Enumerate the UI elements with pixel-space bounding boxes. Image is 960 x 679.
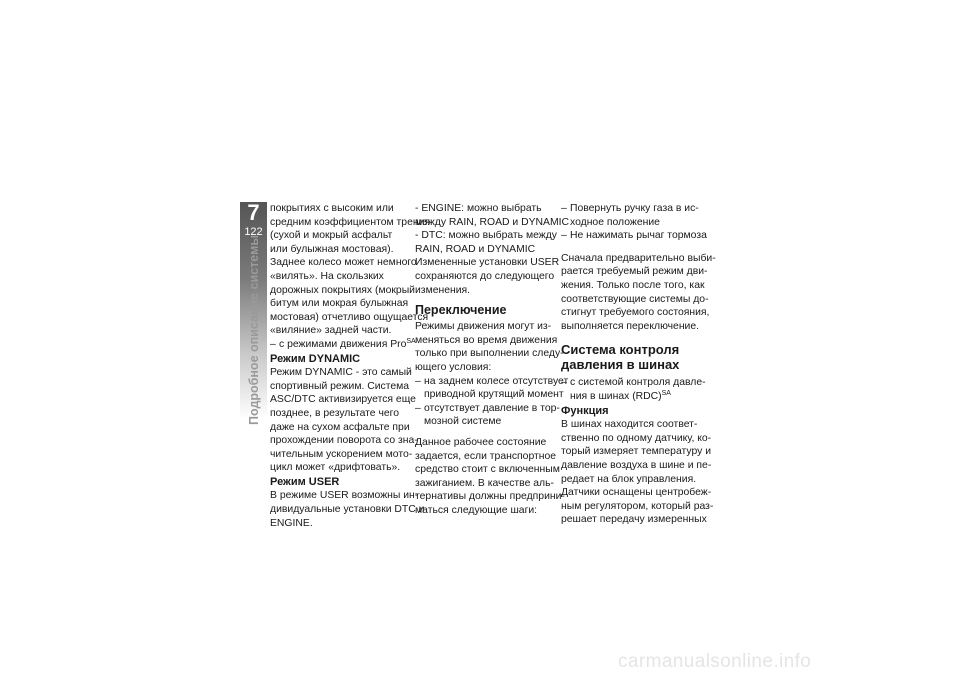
dash-item-no-torque xyxy=(415,375,569,402)
text-line: позднее, в результате чего xyxy=(270,407,400,419)
sa-superscript: SA xyxy=(406,337,416,345)
text-line: рается требуемый режим дви- xyxy=(561,266,708,278)
text-line: дорожных покрытиях (мокрый xyxy=(270,284,415,296)
text-line: тернативы должны предприни- xyxy=(415,491,565,503)
text-line: – Повернуть ручку газа в ис- xyxy=(570,203,699,214)
col1-intro xyxy=(270,202,431,338)
text-line: изменения. xyxy=(415,284,471,296)
first-text xyxy=(561,252,716,334)
text-line: средство стоит с включенным xyxy=(415,464,560,476)
state-text xyxy=(415,436,565,518)
text-line: задается, если транспортное xyxy=(415,450,557,462)
section-title: Подробное описание системы xyxy=(247,235,261,425)
text-line: маться следующие шаги: xyxy=(415,504,538,516)
text-line: давления в шинах xyxy=(561,357,680,373)
text-line: (сухой и мокрый асфальт xyxy=(270,230,393,242)
heading-function: Функция xyxy=(561,404,609,417)
text-line: В режиме USER возможны ин- xyxy=(270,490,419,502)
text-line: жения. Только после того, как xyxy=(561,279,705,291)
dash-item-throttle xyxy=(561,202,699,229)
text-line: зажиганием. В качестве аль- xyxy=(415,477,554,489)
text-line: средним коэффициентом трения xyxy=(270,216,431,228)
text-line: давление воздуха в шине и пе- xyxy=(561,459,712,471)
text-line: мозной системе xyxy=(424,416,502,428)
text-line: ния в шинах (RDC)$^{SA}$ xyxy=(570,389,671,402)
text-line: или булыжная мостовая). xyxy=(270,243,394,255)
text-line: соответствующие системы до- xyxy=(561,293,709,305)
text-line: ющего условия: xyxy=(415,361,492,373)
column-3 xyxy=(561,202,716,527)
text-line: ным регулятором, который раз- xyxy=(561,500,714,512)
text-line: В шинах находится соответ- xyxy=(561,419,698,431)
watermark: carmanualsonline.info xyxy=(618,651,812,672)
text-line: Данное рабочее состояние xyxy=(415,436,547,448)
text-line: «виляние» задней части. xyxy=(270,325,392,337)
text-line: только при выполнении следу- xyxy=(415,348,564,360)
text-line: Измененные установки USER xyxy=(415,257,560,269)
column-2 xyxy=(415,202,570,517)
column-1 xyxy=(270,202,431,530)
heading-switching: Переключение xyxy=(415,303,507,318)
text-line: - ENGINE: можно выбрать xyxy=(415,203,542,214)
dash-item-brake-lever xyxy=(561,229,707,243)
text-line: - DTC: можно выбрать между xyxy=(415,230,557,242)
text-line: решает передачу измеренных xyxy=(561,514,707,526)
dash-item-rdc-text xyxy=(570,376,706,403)
text-line: приводной крутящий момент xyxy=(424,389,564,401)
text-line: чительным ускорением мото- xyxy=(270,448,413,460)
function-text xyxy=(561,418,714,527)
text-line: цикл может «дрифтовать». xyxy=(270,462,401,474)
heading-user: Режим USER xyxy=(270,475,340,488)
col2-intro xyxy=(415,202,570,297)
text-line: Режимы движения могут из- xyxy=(415,321,552,333)
heading-rdc xyxy=(561,342,699,372)
text-line: спортивный режим. Система xyxy=(270,380,410,392)
user-text xyxy=(270,489,425,530)
text-line: выполняется переключение. xyxy=(561,320,700,332)
chapter-number: 7 xyxy=(247,200,260,225)
text-line: ENGINE. xyxy=(270,517,313,529)
dash-item-rdc xyxy=(561,376,706,403)
text-line: битум или мокрая булыжная xyxy=(270,298,409,310)
page-number: 122 xyxy=(244,226,263,238)
text-line: сохраняются до следующего xyxy=(415,270,555,282)
text-line: Датчики оснащены центробеж- xyxy=(561,487,712,499)
text-line: – с системой контроля давле- xyxy=(570,377,706,389)
text-line: ственно по одному датчику, ко- xyxy=(561,432,712,444)
heading-dynamic: Режим DYNAMIC xyxy=(270,352,361,365)
dash-item-no-brake-pressure xyxy=(415,402,560,429)
text-line: дивидуальные установки DTC и xyxy=(270,504,425,516)
text-line: между RAIN, ROAD и DYNAMIC xyxy=(415,216,570,228)
text-line: – на заднем колесе отсутствует xyxy=(424,375,569,387)
sa-superscript: SA xyxy=(661,389,671,397)
text-line: ходное положение xyxy=(570,216,660,228)
dynamic-text xyxy=(270,366,418,475)
text-line: прохождении поворота со зна- xyxy=(270,435,418,447)
text-line: стигнут требуемого состояния, xyxy=(561,307,710,319)
text-line: ASC/DTC активизируется еще xyxy=(270,394,416,406)
text-line: покрытиях с высоким или xyxy=(270,203,394,214)
switch-text xyxy=(415,320,564,374)
text-line: Режим DYNAMIC - это самый xyxy=(270,367,412,379)
dash-item-pro-modes xyxy=(270,337,416,352)
text-line: редает на блок управления. xyxy=(561,473,697,485)
text-line: Сначала предварительно выби- xyxy=(561,252,716,264)
text-line: RAIN, ROAD и DYNAMIC xyxy=(415,243,536,255)
text-line: Система контроля xyxy=(561,342,680,358)
text-line: Заднее колесо может немного xyxy=(270,257,417,269)
text-line: – Не нажимать рычаг тормоза xyxy=(570,230,707,242)
text-line: – отсутствует давление в тор- xyxy=(424,402,560,414)
dash-item-text: с режимами движения Pro xyxy=(279,338,407,350)
text-line: меняться во время движения xyxy=(415,334,558,346)
text-line: «вилять». На скользких xyxy=(270,270,384,282)
text-line: даже на сухом асфальте при xyxy=(270,421,410,433)
text-line: мостовая) отчетливо ощущается xyxy=(270,311,429,323)
text-line: торый измеряет температуру и xyxy=(561,446,712,458)
